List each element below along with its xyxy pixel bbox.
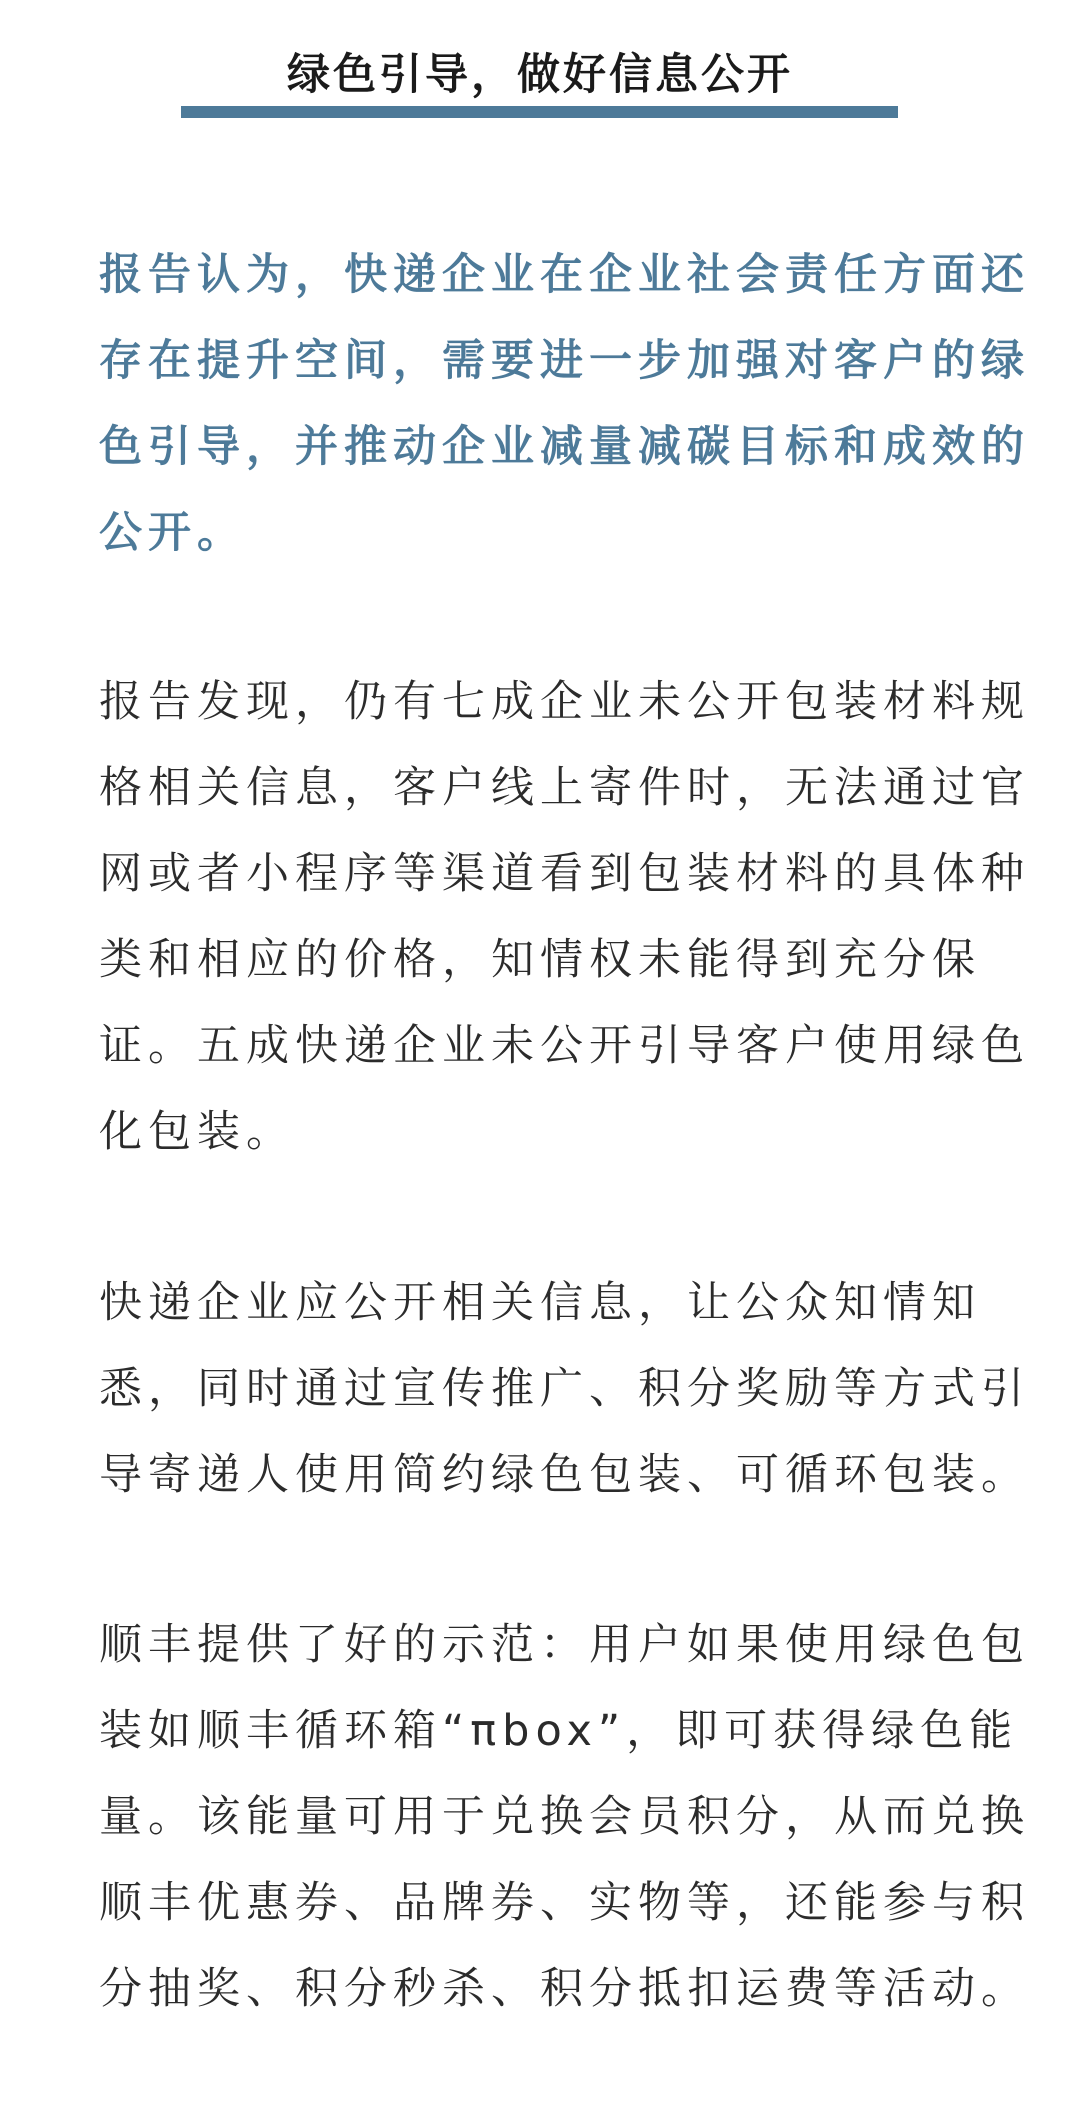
paragraph-line: 导寄递人使用简约绿色包装、可循环包装。 — [99, 1450, 1030, 1500]
paragraph-line: 证。五成快递企业未公开引导客户使用绿色 — [99, 1021, 1030, 1071]
lead-line: 色引导，并推动企业减量减碳目标和成效的 — [99, 422, 1030, 472]
paragraph-line: 悉，同时通过宣传推广、积分奖励等方式引 — [99, 1364, 1030, 1414]
paragraph-line: 量。该能量可用于兑换会员积分，从而兑换 — [99, 1792, 1030, 1842]
lead-line: 公开。 — [99, 508, 246, 558]
paragraph-line: 格相关信息，客户线上寄件时，无法通过官 — [99, 763, 1030, 813]
body-paragraph-packaging-disclosure — [99, 659, 1030, 1175]
paragraph-line: 快递企业应公开相关信息，让公众知情知 — [99, 1278, 981, 1328]
body-paragraph-public-info — [99, 1260, 1030, 1518]
paragraph-line: 分抽奖、积分秒杀、积分抵扣运费等活动。 — [99, 1964, 1030, 2014]
lead-line: 报告认为，快递企业在企业社会责任方面还 — [99, 250, 1030, 300]
lead-line: 存在提升空间，需要进一步加强对客户的绿 — [99, 336, 1030, 386]
paragraph-line: 顺丰优惠券、品牌券、实物等，还能参与积 — [99, 1878, 1030, 1928]
paragraph-line: 装如顺丰循环箱“πbox”，即可获得绿色能 — [99, 1706, 1019, 1756]
article-section-title: 绿色引导，做好信息公开 — [287, 49, 793, 100]
paragraph-line: 化包装。 — [99, 1107, 295, 1157]
paragraph-line: 报告发现，仍有七成企业未公开包装材料规 — [99, 677, 1030, 727]
paragraph-line: 顺丰提供了好的示范：用户如果使用绿色包 — [99, 1620, 1030, 1670]
title-underline-bar — [181, 106, 898, 118]
body-paragraph-sf-example — [99, 1602, 1030, 2032]
paragraph-line: 网或者小程序等渠道看到包装材料的具体种 — [99, 849, 1030, 899]
lead-paragraph — [99, 232, 1030, 576]
paragraph-line: 类和相应的价格，知情权未能得到充分保 — [99, 935, 981, 985]
